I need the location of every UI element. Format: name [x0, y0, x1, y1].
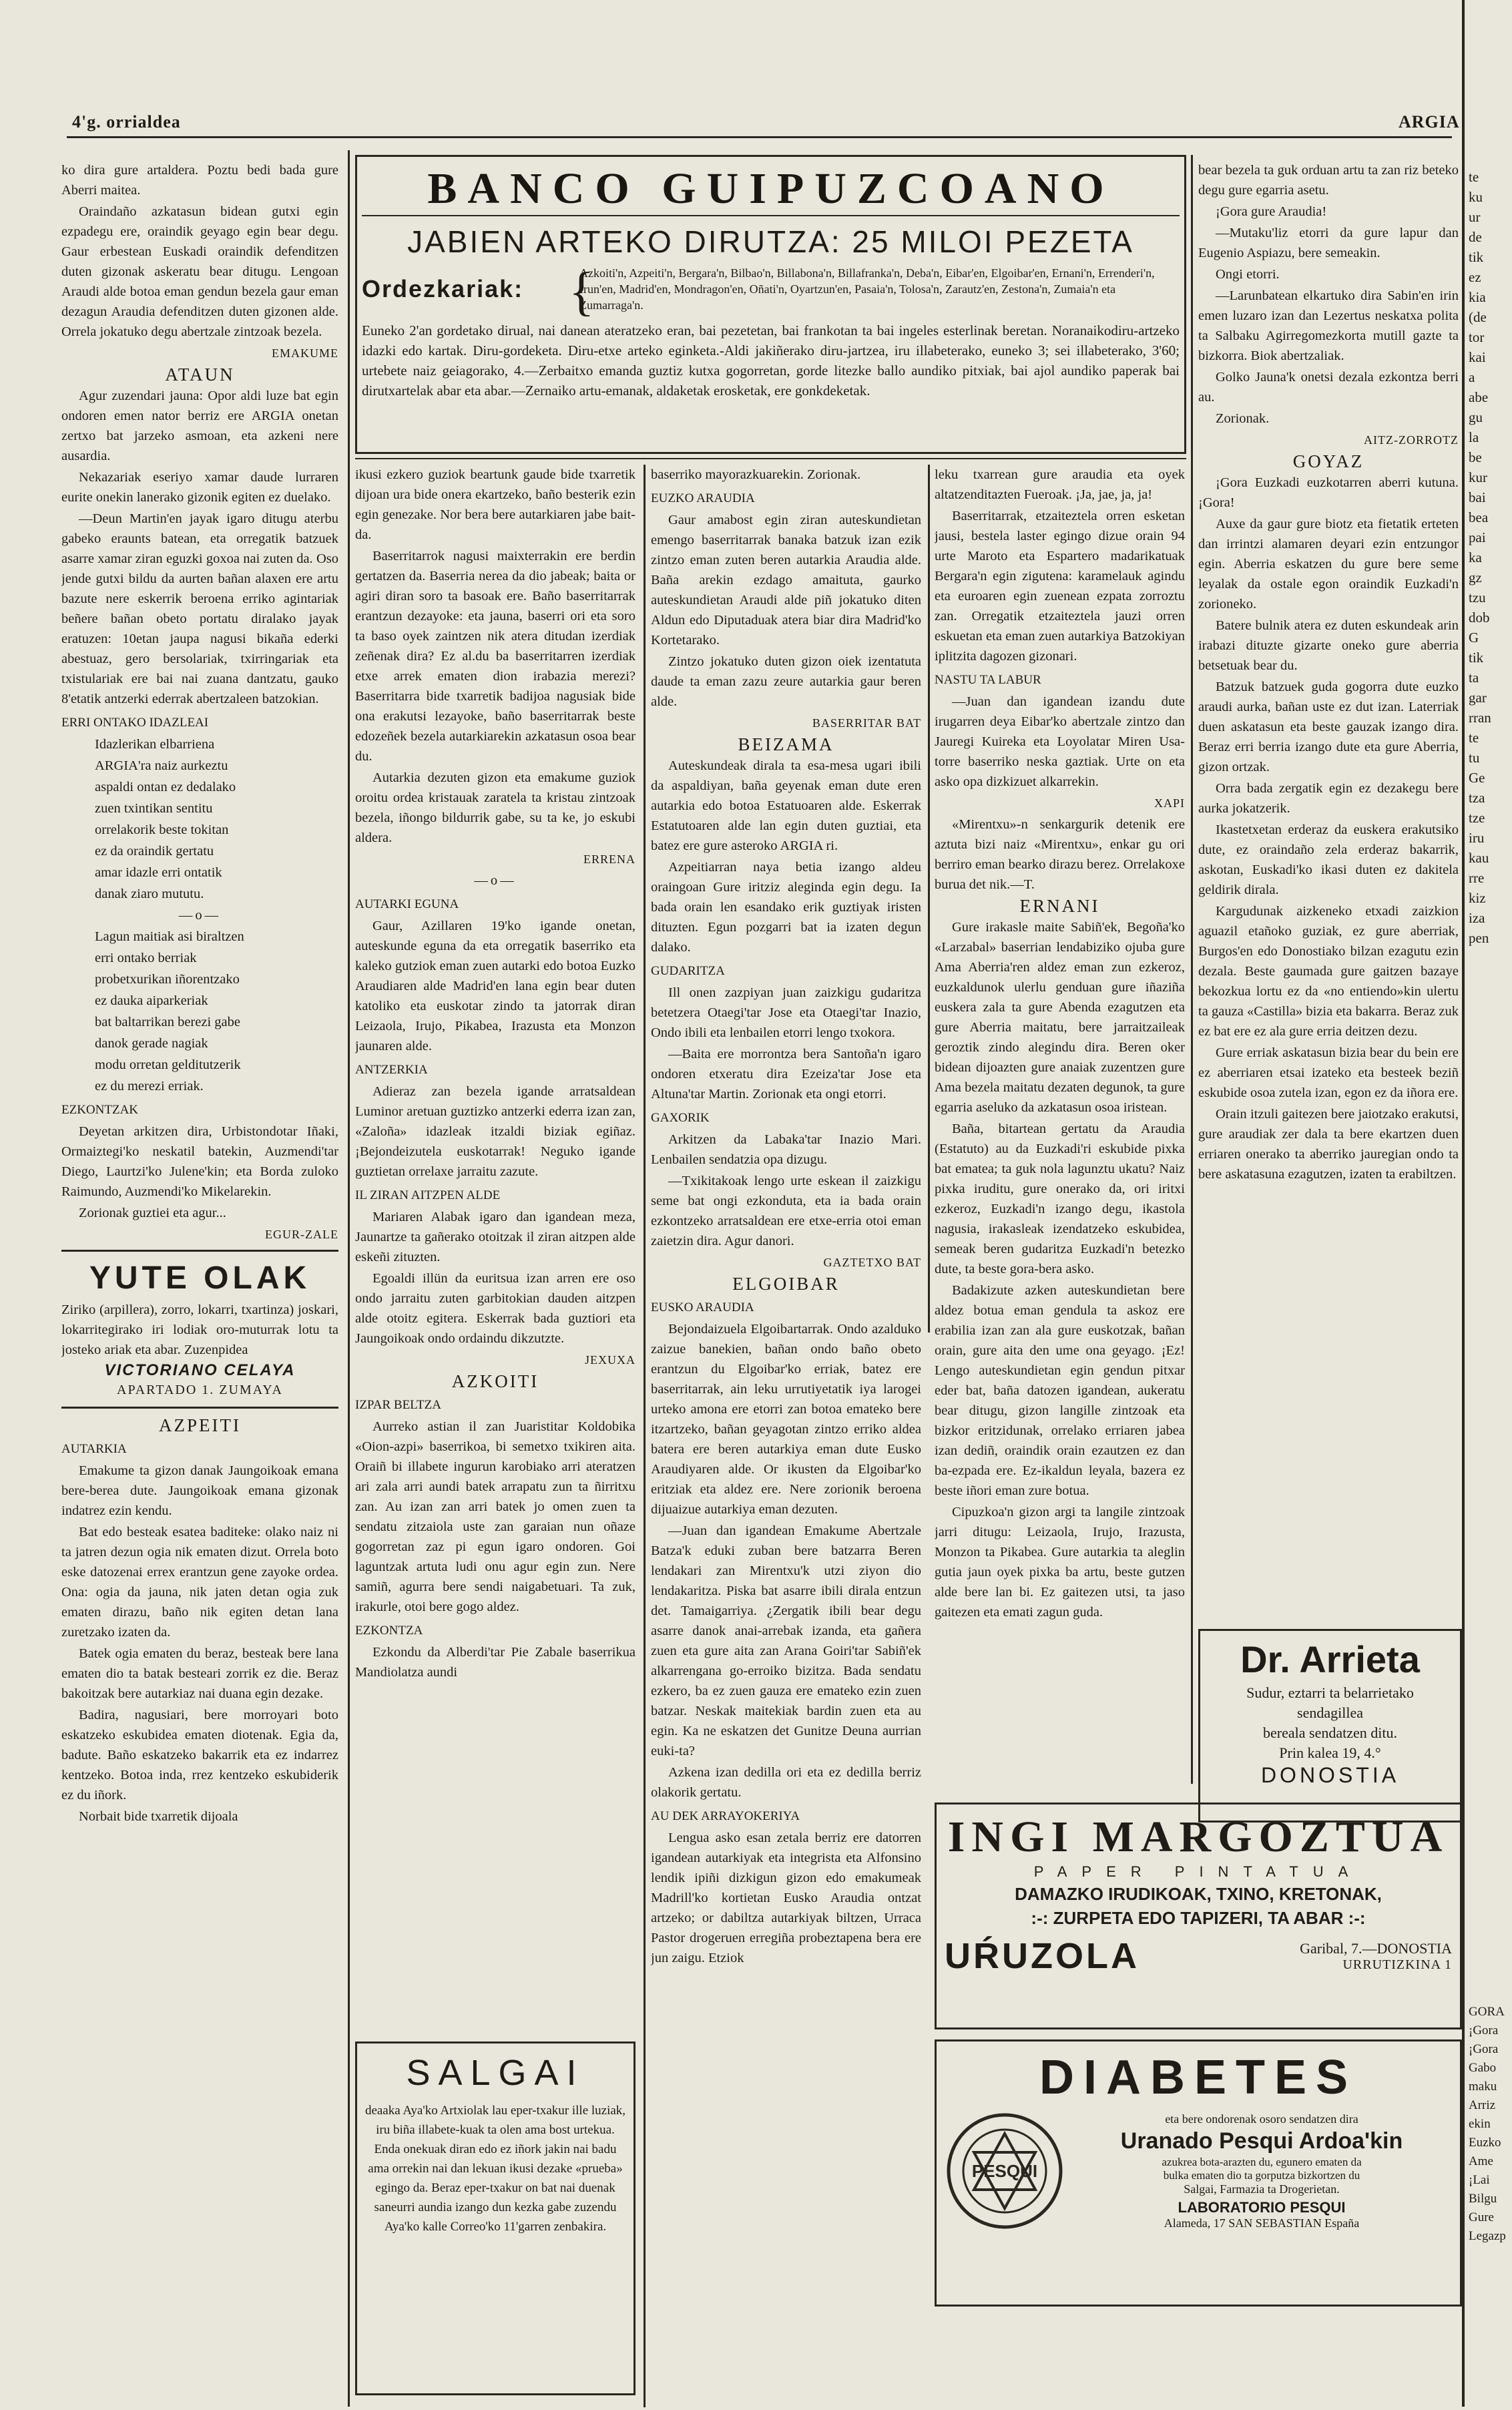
paragraph: Aurreko astian il zan Juaristitar Koldobika «Oion-azpi» baserrikoa, bi semetxo txikiren aita. Oraiñ bi illabete ingurun karobiako arri ateratzen ari zala arri aundi batek arrapatu zun ta ñirritxu zan. Au izan zan arri batek jo omen zuen ta sendatu zitzaiola uste zan garaian nun oñaze gogorretan zaz pi egun igaro ondoren. Goi laguntzak artuta ludi onu agur egin zun. Nere samiñ, agurra bere sendi naigabetuari. Ta zuk, irakurle, otoi bere gogo aldez. — [355, 1419, 636, 1614]
paragraph: Azkena izan dedilla ori eta ez dedilla berriz olakorik gertatu. — [651, 1765, 921, 1800]
advert-line: sendagillea — [1297, 1704, 1363, 1721]
poem-line: ez dauka aiparkeriak — [95, 993, 208, 1008]
brace-icon: { — [569, 262, 595, 321]
paragraph: Badira, nagusiari, bere morroyari boto eskatzeko eskubidea ematen diotenak. Egia da, badute. Baño eskatzeko bakarrik eta ez indarrez kentzeko. Botoa inda, rrez kentzeko eskubiderik ez du iñork. — [61, 1708, 338, 1802]
cut-text: tzu — [1469, 589, 1486, 606]
advert-address: Alameda, 17 SAN SEBASTIAN España — [1164, 2216, 1360, 2230]
advert-line: azukrea bota-arazten du, egunero ematen da — [1162, 2155, 1362, 2168]
advert-city: DONOSTIA — [1260, 1763, 1400, 1787]
paragraph: Emakume ta gizon danak Jaungoikoak emana bere-berea dute. Jaungoikoak emana gizonak indatrez ezin kendu. — [61, 1463, 338, 1518]
margoztua-advert — [935, 1802, 1462, 2029]
paragraph: Ill onen zazpiyan juan zaizkigu gudaritza betetzera Otaegi'tar Jose eta Otaegi'tar Inazio, Ondo ibili eta lenbailen etorri lengo txokora. — [651, 985, 921, 1040]
subsection-title: GAXORIK — [651, 1111, 710, 1125]
advert-city: URRUTIZKINA 1 — [1342, 1957, 1452, 1972]
paragraph: Gaur, Azillaren 19'ko igande onetan, auteskunde eguna da eta orregatik baserriko eta kaleko gutziok eman zuen autarki edo botoa Euzko Araudiaren alde Madrid'en lana egin bear duten katoliko eta euskotar zindo ta jatorrak diran Leizaola, Irujo, Pikabea, Irazusta eta Monzon jaunaren alde. — [355, 919, 636, 1053]
cut-text: kiz — [1469, 890, 1486, 906]
cut-text: abe — [1469, 389, 1489, 405]
paragraph: Baserritarrak, etzaiteztela orren esketan jausi, bestela laster egingo dizue orain 94 urte Maroto eta Espartero madarikatuak Bergara'n egin zigutena: karamelauk agindu eta euroaren egin zuenean ezpata zorroztu zan. Orregatik etzaiteztela jauzi orren eskuetan eta eman zuen autarkiya Batzokiyan iplitzita dagozen gizonari. — [935, 509, 1185, 664]
paragraph: ¡Gora gure Araudia! — [1216, 204, 1327, 219]
poem-line: zuen txintikan sentitu — [95, 801, 213, 816]
paragraph: ¡Gora Euzkadi euzkotarren aberri kutuna. ¡Gora! — [1198, 475, 1459, 510]
advert-body: deaaka Aya'ko Artxiolak lau eper-txakur ille luziak, iru biña illabete-kuak ta olen ama bost urtekua. Enda onekuak diran edo ez iñork jakin nai badu ama orrekin nai dan lekuan ikusi dezake «prueba» egingo da. Beraz eper-txakur on bat nai duenak saneurri aundia izango dun kezka gabe zuzendu Aya'ko kalle Correo'ko 11'garren zenbakira. — [364, 2104, 626, 2234]
paragraph: Egoaldi illün da euritsua izan arren ere oso ondo jarraitu zuten garbitokian dauden aitzpen alde otoitz egitera. Eskerrak bada guztiori eta Jaungoikoak ondo ordaindu dikzutzte. — [355, 1271, 636, 1346]
advert-line: Sudur, eztarri ta belarrietako — [1246, 1684, 1414, 1701]
cut-text: iza — [1469, 910, 1485, 926]
signature: AITZ-ZORROTZ — [1364, 433, 1459, 447]
cut-text: maku — [1469, 2080, 1497, 2094]
cut-text: Euzko — [1469, 2136, 1501, 2150]
poem-line: ARGIA'ra naiz aurkeztu — [95, 758, 228, 773]
paragraph: Gaur amabost egin ziran auteskundietan emengo baserritarrak banaka batzuk izan ezik zintzo eman zuten beren autarkia Araudia alde. Baña arekin ezdago amaituta, gaurko auteskundietan Araudi alde piñ jokatuko diten Aldun edo Diputaduak atera biar dira Madrid'ko Kortetarako. — [651, 513, 921, 648]
paragraph: Agur zuzendari jauna: Opor aldi luze bat egin ondoren emen nator berriz ere ARGIA onetan zertxo bat jarzeko asmoan, eta azkeni nere ausardia. — [61, 389, 338, 463]
subsection-title: ANTZERKIA — [355, 1063, 428, 1077]
cut-text: ur — [1469, 209, 1481, 225]
cut-text: gu — [1469, 409, 1483, 425]
cut-text: rre — [1469, 870, 1485, 886]
advert-title: YUTE OLAK — [89, 1260, 311, 1296]
cut-text: te — [1469, 169, 1479, 185]
cut-text: de — [1469, 229, 1482, 245]
cut-text: pen — [1469, 930, 1489, 946]
pesqui-seal-icon — [945, 2111, 1065, 2231]
cut-text: ekin — [1469, 2117, 1491, 2131]
column-divider — [644, 465, 646, 2407]
paragraph: Kargudunak aizkeneko etxadi zaizkion aguazil etañoko guziak, ez gure aberriak, Burgos'en edo Donostiako bilzan ezagutu ezin dezala. Beste gaumada gure gaitzen bazaye bekozkua lortu ez da «no entiendo»kin ulertu ta gauza «Castilla» bizia eta bakarra. Beraz zuk ez bat ere ez ala gure erria deitzen dezu. — [1198, 904, 1459, 1039]
cut-text: G — [1469, 630, 1479, 646]
paragraph: ikusi ezkero guziok beartunk gaude bide txarretik dijoan ura bide onera ekartzeko, baño besterik ezin egin genezake. Nor bera bere autarkiaren jabe bait-da. — [355, 467, 636, 542]
cut-text: tor — [1469, 329, 1485, 345]
poem-line: ez da oraindik gertatu — [95, 844, 214, 859]
branches-list: Azkoiti'n, Azpeiti'n, Bergara'n, Bilbao'n, Billabona'n, Billafranka'n, Deba'n, Eibar'en, Elgoibar'en, Ernani'n, Errenderi'n, Irun'en, Madrid'en, Mondragon'en, Oñati'n, Oyartzun'en, Pasaia'n, Tolosa'n, Zarautz'en, Zestona'n, Zumaia'n eta Zumarraga'n. — [579, 266, 1155, 312]
cut-text: ka — [1469, 549, 1482, 565]
advert-address-block — [1300, 1940, 1452, 1973]
paragraph: —Mutaku'liz etorri da gure lapur dan Eugenio Aspiazu, bere semeakin. — [1198, 226, 1459, 260]
paragraph: —Txikitakoak lengo urte eskean il zaizkigu seme bat ongi ezkonduta, eta ia bada orain ezkontzeko arratsaldean ere etxe-erria otoi eman zaietzin dira. Agur danori. — [651, 1174, 921, 1248]
advert-text-block — [1065, 2112, 1452, 2230]
paragraph: Orain itzuli gaitezen bere jaiotzako erakutsi, gure araudiak zer dala ta bere ekartzen duen erriaren onerako ta aberriko jauregian ondo ta bere askatasuna ezagutzen, izaten ta erabiltzen. — [1198, 1107, 1459, 1182]
cut-text: a — [1469, 369, 1475, 385]
paragraph: Zorionak guztiei eta agur... — [79, 1206, 226, 1220]
paragraph: —Baita ere morrontza bera Santoña'n igaro ondoren etxeratu dira Ezeiza'tar Jose eta Altuna'tar Martin. Zorionak eta ongi etorri. — [651, 1047, 921, 1102]
paragraph: Autarkia dezuten gizon eta emakume guziok oroitu ordea kristauak zaratela ta kristau zintzoak bezela, iñongo bildurrik gabe, su ta ke, jo eskubi aldera. — [355, 770, 636, 845]
section-title-azpeiti: AZPEITI — [159, 1415, 241, 1435]
cut-text: ku — [1469, 189, 1483, 205]
paragraph: Badakizute azken auteskundietan bere aldez botua eman gendula ta askoz ere erabilia izan zan ala gure euskotzak, bañan orain, gure aita den ume ona geyago. ¡Ez! Lengo auteskundietan egin gendun pitxar eder bat, baña datozen igandean, aukeratu bear ditugu, gizon langille zintzoak eta bizkor eritzidunak, orrelako erriaren jabea izan dediñ, oraindik orain ezautzen ez dan ba-ezpada ere. Ez-ikaldun leyala, bazera ez beste iñori eman zure botua. — [935, 1283, 1185, 1498]
paragraph: Gure irakasle maite Sabiñ'ek, Begoña'ko «Larzabal» baserrian lendabiziko ojuba gure Ama Aberria'ren aldez eman zun ezkeroz, euzkaldunok ulerlu genduan gure iñaziña euskera zala ta gure Abenda ezagutzen eta gure Aberria maitatu, bere jarraitzaileak geroztik zindo alegindu dira. Beren oker bidean dijoazten gure anaiak zuzentzen gure Ama bezela maitatu dezaten degunok, ta gure egarria aseluko da azkatasun osoa iristean. — [935, 920, 1185, 1115]
cut-text: be — [1469, 449, 1482, 465]
cut-text: ¡Lai — [1469, 2173, 1490, 2187]
paragraph: Zintzo jokatuko duten gizon oiek izentatuta daude ta eman zazu zeure autarkia gaur beren alde. — [651, 654, 921, 709]
paragraph: —Juan dan igandean Emakume Abertzale Batza'k eduki zuban bere batzarra Beren lendakari zan Mirentxu'k utzi ziyon dio lendakaritza. Piska bat asarre ibili dirala entzun det. Tamaigarriya. ¿Zergatik ibili bear degu asarre danok anai-arrebak izanda, eta gañera zuen eta gure aita zan Arana Goiri'tar Sabiñ'ek alkarrengana go-erroiko bizitza. Bada sendatu ezkero, ba ez zuen gauza ere emateko ezin zuen batzar. Neskak maitekiak bardin zuen eta au egin. Ka ne eskatzen det Gunitze Deuna aurrian euki-ta? — [651, 1523, 921, 1758]
salgai-advert — [355, 2041, 636, 2395]
branches-label: Ordezkariak: — [362, 275, 524, 302]
paragraph: Golko Jauna'k onetsi dezala ezkontza berri au. — [1198, 370, 1459, 405]
paragraph: baserriko mayorazkuarekin. Zorionak. — [651, 467, 861, 482]
section-title-ernani: ERNANI — [1019, 896, 1100, 916]
cut-text: bai — [1469, 489, 1486, 505]
newspaper-name: ARGIA — [1399, 112, 1460, 132]
advert-line: DAMAZKO IRUDIKOAK, TXINO, KRETONAK, — [1015, 1884, 1382, 1904]
advert-body — [945, 2111, 1452, 2231]
signature: GAZTETXO BAT — [823, 1256, 921, 1269]
separator: —o— — [178, 908, 222, 923]
poem-line: Idazlerikan elbarriena — [95, 737, 215, 752]
paragraph: —Larunbatean elkartuko dira Sabin'en irin emen luzaro izan dan Lezertus neskatxa polita ta Salbaku Agirregomezkorta mutill gazte ta bizkorra. Biok abertzaliak. — [1198, 288, 1459, 363]
advert-line: eta bere ondorenak osoro sendatzen dira — [1165, 2112, 1358, 2126]
diabetes-advert — [935, 2039, 1462, 2307]
poem-line: danak ziaro mututu. — [95, 887, 204, 901]
paragraph: Ongi etorri. — [1216, 267, 1280, 282]
cut-text: dob — [1469, 610, 1490, 626]
signature: EMAKUME — [272, 346, 338, 360]
advert-brand: Uranado Pesqui Ardoa'kin — [1120, 2128, 1403, 2154]
paragraph: Ezkondu da Alberdi'tar Pie Zabale baserrikua Mandiolatza aundi — [355, 1645, 636, 1680]
poem-line: amar idazle erri ontatik — [95, 865, 222, 880]
paragraph: Batzuk batzuek guda gogorra dute euzko araudi aurka, bañan uste ez dut izan. Laterriak duen askatasun eta beste gauzak izango dira. Beraz erri berria izango dute eta gure Aberria, gizon ortzak. — [1198, 680, 1459, 774]
poem-line: danok gerade nagiak — [95, 1036, 208, 1051]
column-divider — [348, 150, 350, 2407]
signature: EGUR-ZALE — [265, 1228, 338, 1241]
seal-letter: PESQUI — [971, 2161, 1038, 2181]
column-6-edge — [1469, 167, 1510, 1502]
cut-text: pai — [1469, 529, 1486, 545]
cut-text: Bilgu — [1469, 2192, 1497, 2206]
cut-text: iru — [1469, 830, 1485, 846]
column-4 — [935, 465, 1185, 1773]
cut-text: Ge — [1469, 770, 1485, 786]
advert-title: Dr. Arrieta — [1240, 1638, 1420, 1680]
paragraph: Bat edo besteak esatea baditeke: olako naiz ni ta jatren dezun ogia nik ematen dizut. Orrela boto eske datozenai errex erantzun gene zayoke ordea. Ona: ogia da jauna, nik jaten detan ogia zuk ematen dirazu, baño nik egiten detan lana zuretzako izaten da. — [61, 1525, 338, 1640]
paragraph: ko dira gure artaldera. Poztu bedi bada gure Aberri maitea. — [61, 163, 338, 198]
banco-title: BANCO GUIPUZCOANO — [427, 164, 1115, 213]
cut-text: ez — [1469, 269, 1481, 285]
advert-title: INGI MARGOZTUA — [947, 1813, 1449, 1861]
paragraph: Baña, bitartean gertatu da Araudia (Estatuto) au da Euzkadi'ri eskubide pixka bat ematea; ta guk nola lagunztu ukatu? Naiz pixka iruditu, gure onerako da, ori iritxi ezkeroz, Euzkadi'n izango degu, ikastola nagusia, irakasleak izendatzeko eskubidea, semeak beren gudaritza Euzkadi'n betezko dute, ta beste gora-bera asko. — [935, 1122, 1185, 1276]
paragraph: Lengua asko esan zetala berriz ere datorren igandean autarkiyak eta integrista eta Alfonsino lendik ipiñi dizkigun gizon edo emakumeak Madrill'ko kortietan Eusko Araudia ontzat artzeko; or dabiltza autarkiyak biltzen, Urraca Pastor drogeruen erregiña probeztapena bera ere jun zaigu. Etziok — [651, 1831, 921, 1965]
cut-text: kur — [1469, 469, 1487, 485]
paragraph: Gure erriak askatasun bizia bear du bein ere ez aberriaren etsai izateko eta besteek beziñ eskubide osoa zutela izan, egon ez da iñora ere. — [1198, 1045, 1459, 1100]
paragraph: —Deun Martin'en jayak igaro ditugu aterbu gabeko eraunts batean, eta orregatik batzuek asarre xamar ziran eguzki goxoa nai zuten da. Oso jende gutxi bildu da aurten bañan alaxen ere artu bazute nere eskerrik beroena erriko agintariak beñere bañan obeto portatu diralako jayak eratuzen: 10etan jaupa nagusi bikaña ederki abestuaz, gero bersolariak, txirringariak eta txistulariak ere bai nai zuana dantzatu, gauko 8'etatik antzerki ederrak abertzaleen batzokian. — [61, 511, 338, 706]
paragraph: Norbait bide txarretik dijoala — [79, 1809, 238, 1824]
paragraph: Mariaren Alabak igaro dan igandean meza, Jaunartze ta gañerako otoitzak il ziran aitzpen alde eskeñi zituzten. — [355, 1210, 636, 1264]
column-3 — [651, 465, 921, 2407]
column-7-edge — [1469, 2003, 1510, 2363]
poem-line: bat baltarrikan berezi gabe — [95, 1015, 240, 1029]
section-title-ataun: ATAUN — [165, 365, 235, 385]
cut-text: kia — [1469, 289, 1486, 305]
subsection-title: AUTARKIA — [61, 1442, 127, 1456]
subsection-title: AU DEK ARRAYOKERIYA — [651, 1809, 800, 1823]
page-number-label: 4'g. orrialdea — [72, 112, 181, 132]
poem — [61, 734, 338, 1096]
paragraph: Cipuzkoa'n gizon argi ta langile zintzoak jarri ditugu: Leizaola, Irujo, Irazusta, Monzon ta Pikabea. Gure autarkia ta aleglin gutia jaun oyek pixka ba artu, beste gutzen alde bere lan bi. Ez gaitezen utsi, ta jaso gaitezen eta emati zagun guda. — [935, 1505, 1185, 1620]
subsection-title: IZPAR BELTZA — [355, 1398, 441, 1412]
advert-title: DIABETES — [1039, 2051, 1358, 2104]
paragraph: Deyetan arkitzen dira, Urbistondotar Iñaki, Ormaiztegi'ko neskatil batekin, Auzmendi'tar Diego, Laurtzi'ko Julene'kin; eta Borda zuloko Raimundo, Auzmendi'ko Mikelarekin. — [61, 1124, 338, 1199]
subsection-title: EUZKO ARAUDIA — [651, 491, 755, 505]
dr-arrieta-advert — [1198, 1629, 1462, 1823]
advert-address: Prin kalea 19, 4.° — [1279, 1744, 1381, 1761]
yute-olak-advert — [61, 1250, 338, 1409]
banco-body-text: Euneko 2'an gordetako dirual, nai danean ateratzeko eran, bai pezetetan, bai frankotan ta bai ingeles esterlinak beretan. Noranaikodiru-artzeko idazki edo kartak. Diru-gordeketa. Diru-etxe arteko eginketa.-Aldi jakiñerako diru-jartzea, iru illabeterako, euneko 3; sei illabeterako, 3'60; urtebete naiz geiagorako, 4.—Zerbaitxo emanda guztiz kutxa gogorretan, gorde litezke ballo aundiko pitxiak, bai ajol aundiko paperak bai dirutxartelak abar eta abar.—Zernaiko artu-emanak, aldaketak erosketak, ere gonkdeketak. — [362, 322, 1180, 399]
paragraph: «Mirentxu»-n senkargurik detenik ere aztuta bizi naiz «Mirentxu», enkar gu ori berriro eman bearko dirazu berez. Orrelakoxe burua det nik.—T. — [935, 817, 1185, 892]
paragraph: Zorionak. — [1216, 411, 1270, 426]
subsection-title: ERRI ONTAKO IDAZLEAI — [61, 716, 209, 730]
paragraph: leku txarrean gure araudia eta oyek altatzenditazten Fueroak. ¡Ja, jae, ja, ja! — [935, 467, 1185, 502]
column-divider — [1191, 155, 1193, 1784]
paragraph: Batek ogia ematen du beraz, besteak bere lana ematen dio ta batak besteari zorrik ez die. Beraz bakoitzak bere autarkiaz nai duana egin dezake. — [61, 1646, 338, 1701]
signature: BASERRITAR BAT — [812, 716, 921, 730]
banco-rule — [362, 215, 1180, 216]
cut-text: (de — [1469, 309, 1487, 325]
paragraph: Arkitzen da Labaka'tar Inazio Mari. Lenbailen sendatzia opa dizugu. — [651, 1132, 921, 1167]
column-divider — [928, 465, 930, 1333]
cut-text: Legazp — [1469, 2229, 1506, 2243]
cut-text: gar — [1469, 690, 1487, 706]
cut-text: la — [1469, 429, 1479, 445]
advert-line: bereala sendatzen ditu. — [1263, 1724, 1397, 1741]
paragraph: Baserritarrok nagusi maixterrakin ere berdin gertatzen da. Baserria nerea da dio jabeak; baita or agiri diran soro ta basoak ere. Baño baserritarrak erantzun dezayoke: eta jauna, baserri ori eta soro ta baso oyek zaintzen nik atera ditudan izerdiak zeñenak dira? Ez al.du ba baserritarren izerdiak etxe arrek ematen dion irabazia merezi? Baserritarra bide txarretik badijoa nagusiak bide ona erakutsi lezayoke, baño baserritarrak beste edozeñek bezela autarkiarekin azkatasun osoa bear du. — [355, 549, 636, 764]
subsection-title: GUDARITZA — [651, 964, 725, 978]
separator: —o— — [474, 873, 517, 888]
page-fold-line — [1462, 0, 1465, 2407]
poem-line: aspaldi ontan ez dedalako — [95, 780, 236, 794]
paragraph: Ikastetxetan erderaz da euskera erakutsiko dute, ez oraindaño zela erderaz bakarrik, askotan, Euskadi'ko ikasi duten ez dakitela geldirik dirala. — [1198, 822, 1459, 897]
cut-text: tik — [1469, 650, 1484, 666]
cut-text: tu — [1469, 750, 1480, 766]
poem-line: probetxurikan iñorentzako — [95, 972, 240, 987]
advert-body: Ziriko (arpillera), zorro, lokarri, txartinza) joskari, lokarritegirako iri lodiak oro-muturrak lotu ta josteko ariak eta abar. Zuzenpidea — [61, 1302, 338, 1357]
advert-address: Garibal, 7.—DONOSTIA — [1300, 1939, 1452, 1957]
cut-text: tze — [1469, 810, 1485, 826]
header-rule — [67, 136, 1452, 138]
subsection-title: EZKONTZAK — [61, 1103, 139, 1117]
subsection-title: NASTU TA LABUR — [935, 673, 1041, 687]
column-1 — [61, 160, 338, 2410]
subsection-title: AUTARKI EGUNA — [355, 897, 459, 911]
advert-name: UŔUZOLA — [945, 1936, 1140, 1976]
subsection-title: EZKONTZA — [355, 1624, 423, 1638]
cut-text: gz — [1469, 569, 1482, 585]
cut-text: kau — [1469, 850, 1489, 866]
advert-name: VICTORIANO CELAYA — [104, 1361, 296, 1379]
banco-bottom-rule — [355, 458, 1186, 459]
cut-text: ¡Gora — [1469, 2023, 1499, 2037]
advert-lab: LABORATORIO PESQUI — [1178, 2198, 1346, 2216]
paragraph: Azpeitiarran naya betia izango aldeu oraingoan Gure iritziz aleginda egin degu. Ia bada orain len esandako erik guztiyak iristen dituzten. Egun pozgarri bat ia izaten degun dalako. — [651, 860, 921, 955]
signature: JEXUXA — [585, 1353, 636, 1367]
paragraph: Nekazariak eseriyo xamar daude lurraren eurite onekin lanerako gizonik egiten ez duelako. — [61, 470, 338, 505]
poem-line: orrelakorik beste tokitan — [95, 822, 229, 837]
column-5 — [1198, 160, 1459, 1636]
poem-line: erri ontako berriak — [95, 951, 197, 965]
subsection-title: IL ZIRAN AITZPEN ALDE — [355, 1188, 501, 1202]
advert-footer — [945, 1935, 1452, 1977]
cut-text: ta — [1469, 670, 1479, 686]
advert-line: Salgai, Farmazia ta Drogerietan. — [1184, 2182, 1340, 2196]
section-title-goyaz: GOYAZ — [1292, 451, 1364, 471]
cut-text: ¡Gora — [1469, 2042, 1499, 2056]
paragraph: Orra bada zergatik egin ez dezakegu bere aurka jokatzerik. — [1198, 781, 1459, 816]
cut-text: Gabo — [1469, 2061, 1497, 2075]
cut-text: kai — [1469, 349, 1486, 365]
signature: ERRENA — [583, 853, 636, 866]
cut-text: tza — [1469, 790, 1485, 806]
cut-text: Gure — [1469, 2210, 1494, 2224]
paragraph: Adieraz zan bezela igande arratsaldean Luminor aretuan guztizko antzerki ederra izan zan, «Zaloña» idazleak itzaldi biziak egiñaz. ¡Bejondeizutela euskotarrak! Neguko igande guztietan orrelaxe jarraitu zazute. — [355, 1084, 636, 1179]
advert-line: bulka ematen dio ta gorputza bizkortzen du — [1163, 2168, 1360, 2182]
section-title-azkoiti: AZKOITI — [451, 1371, 539, 1391]
paragraph: Oraindaño azkatasun bidean gutxi egin ezpadegu ere, oraindik geyago egin bear degu. Gaur erbestean Euskadi oraindik defenditzen duten gizonak askeratu bear ditugu. Lengoan Araudi alde botoa eman gendun bezela gaur eman dezagun Araudia defenditzen duten gizonen alde. Orrela jokatuko degu abertzale zintzoak bezela. — [61, 204, 338, 339]
advert-line: :-: ZURPETA EDO TAPIZERI, TA ABAR :-: — [1031, 1908, 1366, 1928]
cut-text: bea — [1469, 509, 1489, 525]
cut-text: te — [1469, 730, 1479, 746]
paragraph: Bejondaizuela Elgoibartarrak. Ondo azalduko zaizue banekien, bañan ondo baño obeto erantzun du Elgoibar'ko erriak, batez ere baserritarrak, ain leku urrutiyetatik iya larogei urteko amona ere etorri zan botoa emateko bere itzartzeko, bañan geyagotan zintzo erriko aldea batera ere beren autarkiya eman dute Eusko Araudiyaren alde. Or ikusten da Elgoibar'ko eritziak eta aldez ere. Nere zorionik beroena dijuaizue autarkiya eman dezuten. — [651, 1322, 921, 1517]
paragraph: —Juan dan igandean izandu dute irugarren deya Eibar'ko abertzale zintzo dan Jauregi Kuireka eta Loyolatar Miren Usa-torre baserriko neska gaztiak. Urte on eta asko opa dizkizuet alkarrekin. — [935, 694, 1185, 789]
advert-title: SALGAI — [406, 2053, 585, 2093]
poem-line: ez du merezi erriak. — [95, 1079, 204, 1094]
paragraph: bear bezela ta guk orduan artu ta zan riz beteko degu gure egarria asetu. — [1198, 163, 1459, 198]
poem-line: Lagun maitiak asi biraltzen — [95, 929, 244, 944]
section-title-elgoibar: ELGOIBAR — [732, 1274, 840, 1294]
subsection-title: EUSKO ARAUDIA — [651, 1300, 754, 1314]
advert-address: APARTADO 1. ZUMAYA — [117, 1383, 283, 1397]
banco-subtitle: JABIEN ARTEKO DIRUTZA: 25 MILOI PEZETA — [407, 224, 1134, 259]
cut-text: Arriz — [1469, 2098, 1496, 2112]
paragraph: Auteskundeak dirala ta esa-mesa ugari ibili da aspaldiyan, baña geyenak eman dute eren autarkia edo botoa Estatuoaren alde. Eskerrak Estatutoaren alde lan egin duten guztiai, eta batez ere gure asteroko ARGIA ri. — [651, 758, 921, 853]
advert-subtitle: PAPER PINTATUA — [1033, 1863, 1363, 1880]
signature: XAPI — [1154, 796, 1185, 810]
section-title-beizama: BEIZAMA — [738, 734, 834, 754]
paragraph: Batere bulnik atera ez duten eskundeak arin irabazi dituzte gizarte oneko gure aberria betsetuak bear du. — [1198, 618, 1459, 673]
cut-text: rran — [1469, 710, 1491, 726]
poem-line: modu orretan gelditutzerik — [95, 1057, 241, 1072]
paragraph: Auxe da gaur gure biotz eta fietatik erteten dan irrintzi alamaren deyari ezin entzungor egin. Aberria eskatzen du gure bere seme leyalak da ostale egon oraindik Euzkadi'n zorioneko. — [1198, 517, 1459, 612]
cut-text: GORA — [1469, 2005, 1505, 2019]
cut-text: Ame — [1469, 2154, 1493, 2168]
cut-text: tik — [1469, 249, 1484, 265]
